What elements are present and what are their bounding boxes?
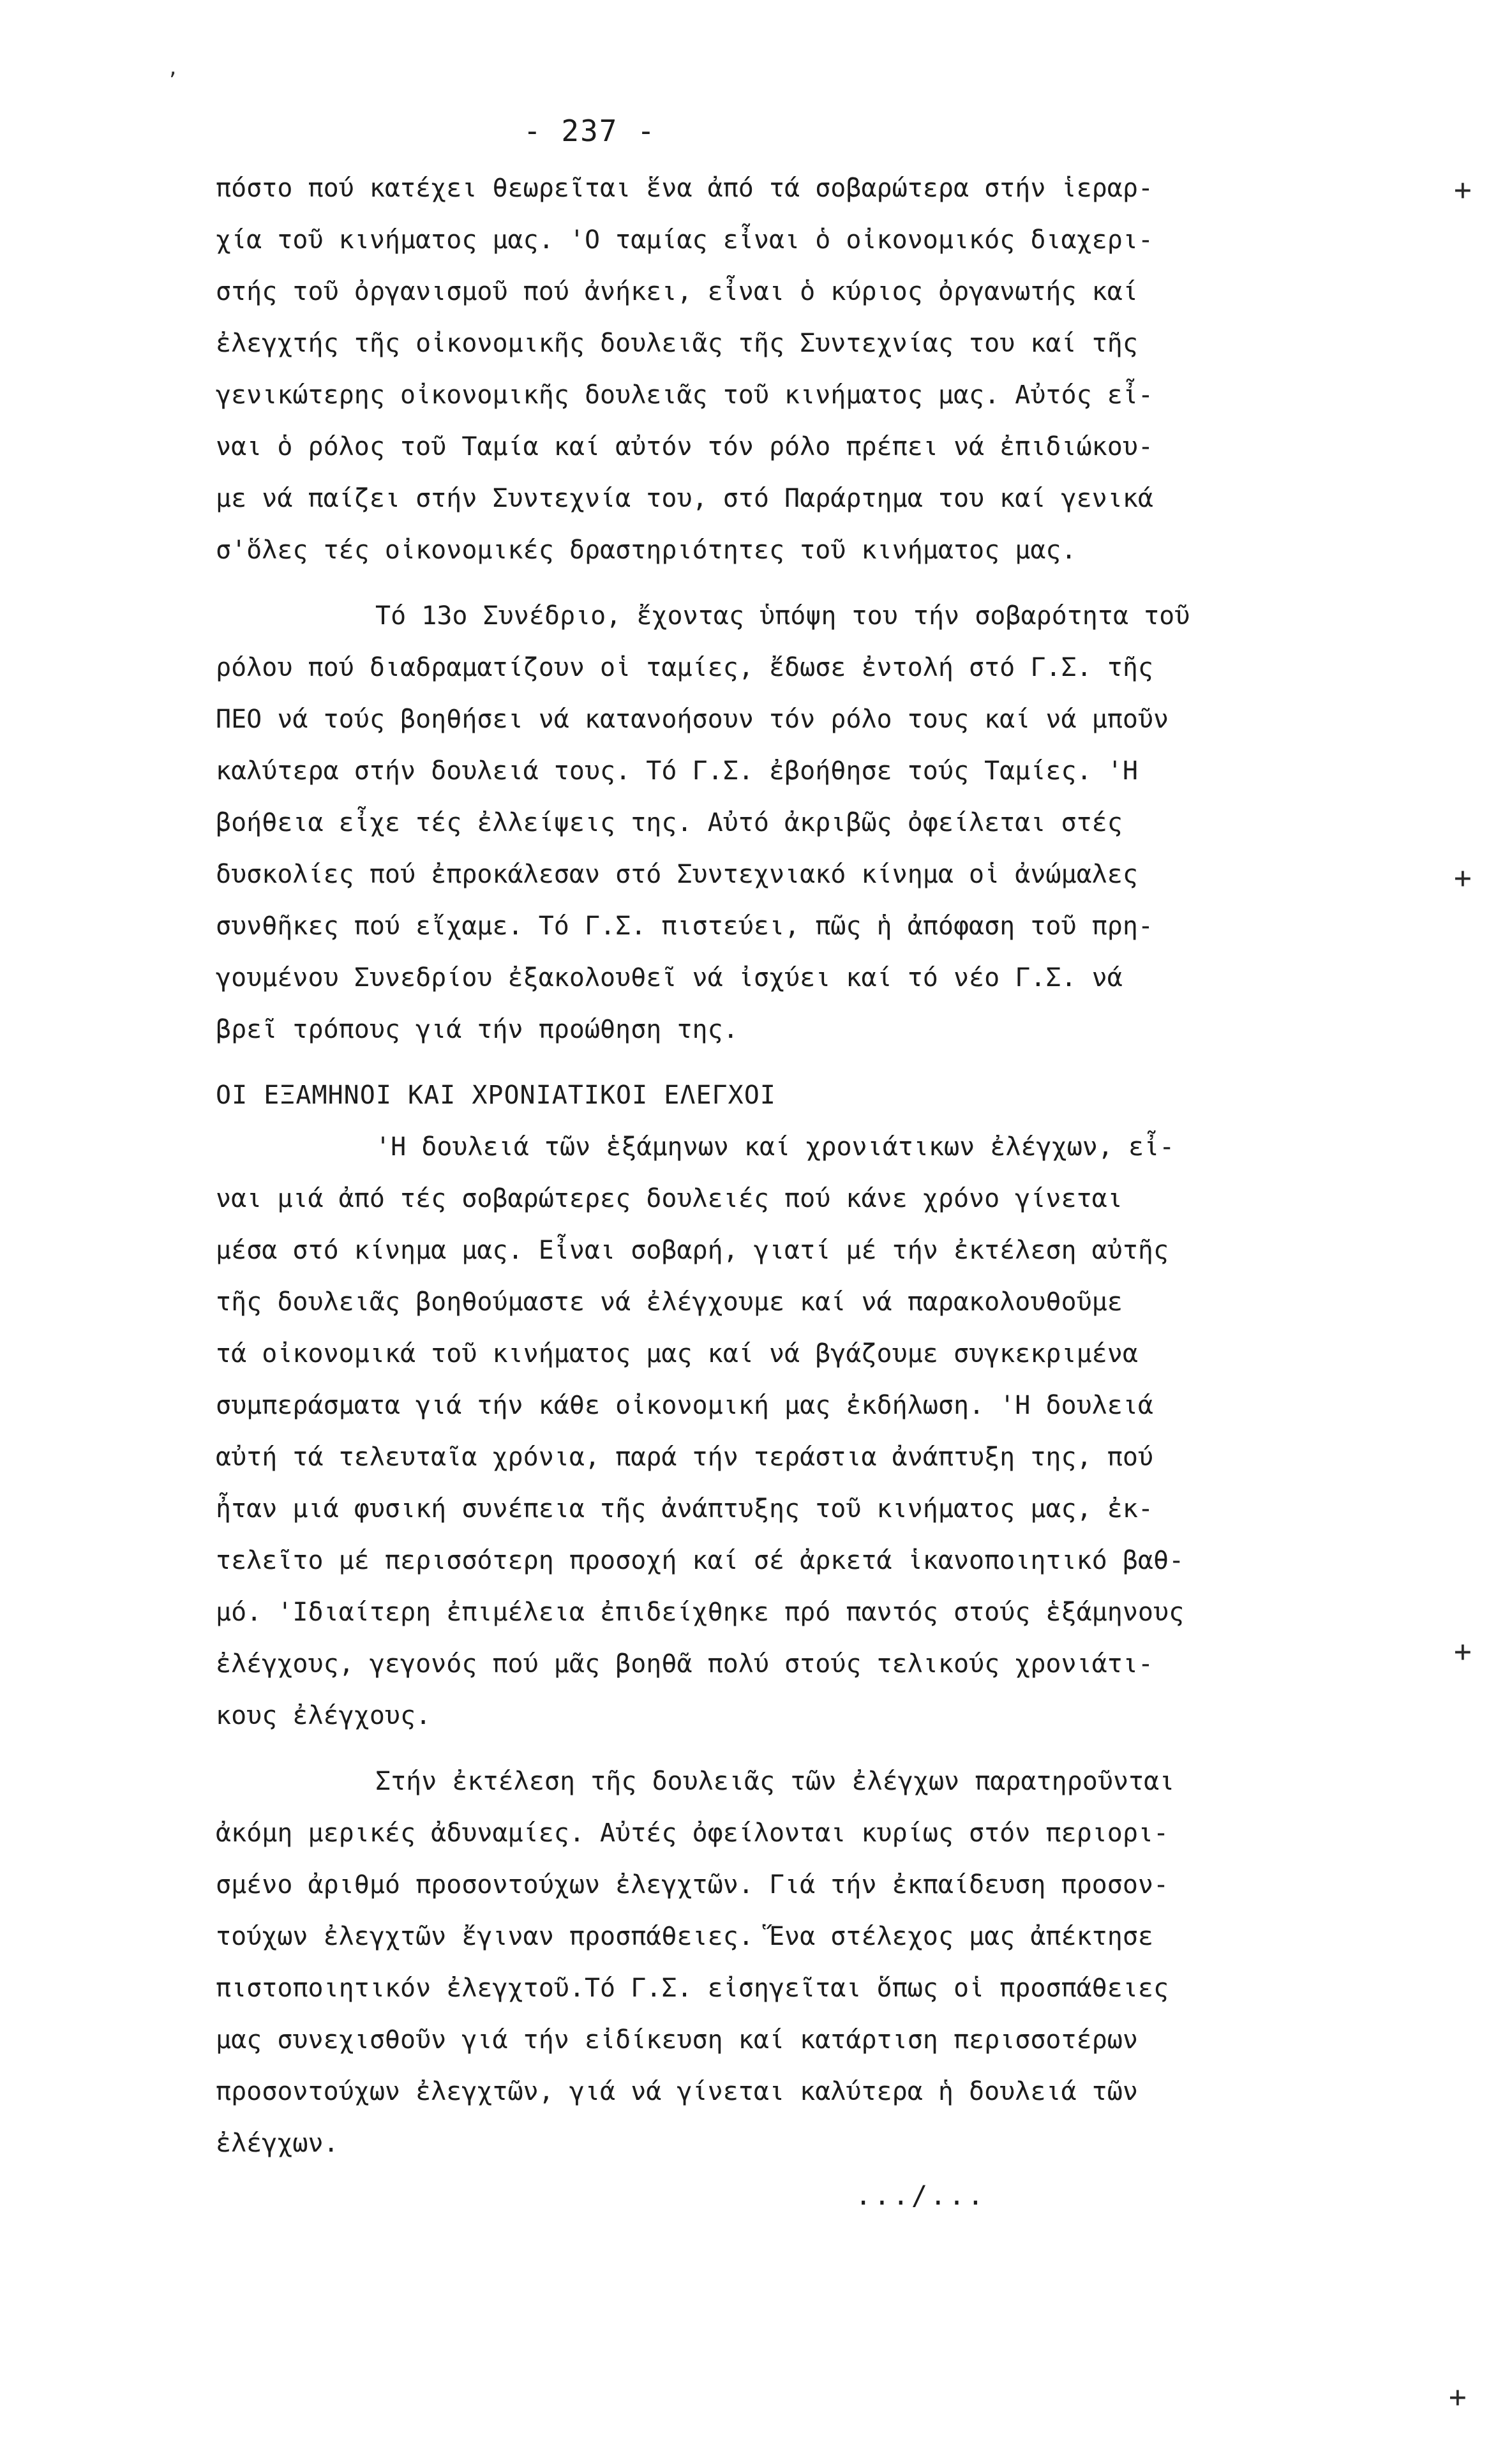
- text-line: ναι μιά ἀπό τές σοβαρώτερες δουλειές πού κάνε χρόνο γίνεται: [216, 1184, 1123, 1213]
- text-line: γουμένου Συνεδρίου ἐξακολουθεῖ νά ἰσχύει καί τό νέο Γ.Σ. νά: [216, 963, 1123, 993]
- margin-mark: +: [1454, 1634, 1472, 1668]
- paragraph-treasurer-role: [216, 163, 1326, 576]
- text-line: τούχων ἐλεγχτῶν ἔγιναν προσπάθειες. Ἕνα στέλεχος μας ἀπέκτησε: [216, 1922, 1154, 1951]
- text-line: ἐλέγχους, γεγονός πού μᾶς βοηθᾶ πολύ στούς τελικούς χρονιάτι-: [216, 1649, 1154, 1679]
- text-line: ΠΕΟ νά τούς βοηθήσει νά κατανοήσουν τόν ρόλο τους καί νά μποῦν: [216, 705, 1169, 734]
- paragraph-audit-weaknesses: [216, 1756, 1326, 2169]
- text-line: πιστοποιητικόν ἐλεγχτοῦ.Τό Γ.Σ. εἰσηγεῖται ὅπως οἱ προσπάθειες: [216, 1974, 1169, 2003]
- text-line: μό. 'Ιδιαίτερη ἐπιμέλεια ἐπιδείχθηκε πρό παντός στούς ἑξάμηνους: [216, 1598, 1185, 1627]
- section-heading: ΟΙ ΕΞΑΜΗΝΟΙ ΚΑΙ ΧΡΟΝΙΑΤΙΚΟΙ ΕΛΕΓΧΟΙ: [216, 1081, 776, 1110]
- text-line: ναι ὁ ρόλος τοῦ Ταμία καί αὐτόν τόν ρόλο πρέπει νά ἐπιδιώκου-: [216, 432, 1154, 461]
- text-line: 'Η δουλειά τῶν ἑξάμηνων καί χρονιάτικων ἐλέγχων, εἶ-: [375, 1132, 1175, 1162]
- text-line: ἦταν μιά φυσική συνέπεια τῆς ἀνάπτυξης τοῦ κινήματος μας, ἐκ-: [216, 1494, 1154, 1524]
- text-line: στής τοῦ ὀργανισμοῦ πού ἀνήκει, εἶναι ὁ κύριος ὀργανωτής καί: [216, 277, 1138, 306]
- text-line: ρόλου πού διαδραματίζουν οἱ ταμίες, ἔδωσε ἐντολή στό Γ.Σ. τῆς: [216, 653, 1154, 682]
- body-text: [216, 163, 1326, 2169]
- text-line: βρεῖ τρόπους γιά τήν προώθηση της.: [216, 1015, 738, 1044]
- paragraph-congress-decision: [216, 590, 1326, 1056]
- margin-mark: +: [1454, 172, 1472, 207]
- text-line: μέσα στό κίνημα μας. Εἶναι σοβαρή, γιατί μέ τήν ἐκτέλεση αὐτῆς: [216, 1236, 1169, 1265]
- text-line: τελεῖτο μέ περισσότερη προσοχή καί σέ ἀρκετά ἱκανοποιητικό βαθ-: [216, 1546, 1185, 1575]
- text-line: ἀκόμη μερικές ἀδυναμίες. Αὐτές ὀφείλονται κυρίως στόν περιορι-: [216, 1818, 1169, 1848]
- text-line: ἐλεγχτής τῆς οἰκονομικῆς δουλειᾶς τῆς Συντεχνίας του καί τῆς: [216, 329, 1138, 358]
- text-line: βοήθεια εἶχε τές ἐλλείψεις της. Αὐτό ἀκριβῶς ὀφείλεται στές: [216, 808, 1123, 837]
- text-line: δυσκολίες πού ἐπροκάλεσαν στό Συντεχνιακό κίνημα οἱ ἀνώμαλες: [216, 860, 1138, 889]
- margin-mark: +: [1454, 860, 1472, 895]
- text-line: προσοντούχων ἐλεγχτῶν, γιά νά γίνεται καλύτερα ἡ δουλειά τῶν: [216, 2077, 1138, 2106]
- text-line: σμένο ἀριθμό προσοντούχων ἐλεγχτῶν. Γιά τήν ἐκπαίδευση προσον-: [216, 1870, 1169, 1900]
- text-line: τά οἰκονομικά τοῦ κινήματος μας καί νά βγάζουμε συγκεκριμένα: [216, 1339, 1138, 1368]
- text-line: συμπεράσματα γιά τήν κάθε οἰκονομική μας ἐκδήλωση. 'Η δουλειά: [216, 1391, 1154, 1420]
- text-line: σ'ὅλες τές οἰκονομικές δραστηριότητες τοῦ κινήματος μας.: [216, 536, 1077, 565]
- text-line: χία τοῦ κινήματος μας. 'Ο ταμίας εἶναι ὁ οἰκονομικός διαχερι-: [216, 225, 1154, 255]
- text-line: γενικώτερης οἰκονομικῆς δουλειᾶς τοῦ κινήματος μας. Αὐτός εἶ-: [216, 380, 1154, 410]
- text-line: Στήν ἐκτέλεση τῆς δουλειᾶς τῶν ἐλέγχων παρατηροῦνται: [375, 1767, 1175, 1796]
- text-line: μας συνεχισθοῦν γιά τήν εἰδίκευση καί κατάρτιση περισσοτέρων: [216, 2025, 1138, 2055]
- text-line: συνθῆκες πού εἴχαμε. Τό Γ.Σ. πιστεύει, πῶς ἡ ἀπόφαση τοῦ πρη-: [216, 911, 1154, 941]
- text-line: Τό 13ο Συνέδριο, ἔχοντας ὑπόψη του τήν σοβαρότητα τοῦ: [375, 601, 1190, 631]
- text-line: κους ἐλέγχους.: [216, 1701, 431, 1730]
- text-line: τῆς δουλειᾶς βοηθούμαστε νά ἐλέγχουμε καί νά παρακολουθοῦμε: [216, 1287, 1123, 1317]
- section-audits: [216, 1070, 1326, 1742]
- text-line: με νά παίζει στήν Συντεχνία του, στό Παράρτημα του καί γενικά: [216, 484, 1154, 513]
- continuation-marker: .../...: [855, 2180, 987, 2211]
- text-line: πόστο πού κατέχει θεωρεῖται ἕνα ἀπό τά σοβαρώτερα στήν ἱεραρ-: [216, 174, 1154, 203]
- text-line: αὐτή τά τελευταῖα χρόνια, παρά τήν τεράστια ἀνάπτυξη της, πού: [216, 1443, 1154, 1472]
- margin-mark: ,: [167, 57, 179, 80]
- margin-mark: +: [1449, 2379, 1467, 2414]
- text-line: καλύτερα στήν δουλειά τους. Τό Γ.Σ. ἐβοήθησε τούς Ταμίες. 'Η: [216, 756, 1138, 786]
- text-line: ἐλέγχων.: [216, 2129, 339, 2158]
- page-number: - 237 -: [523, 114, 656, 148]
